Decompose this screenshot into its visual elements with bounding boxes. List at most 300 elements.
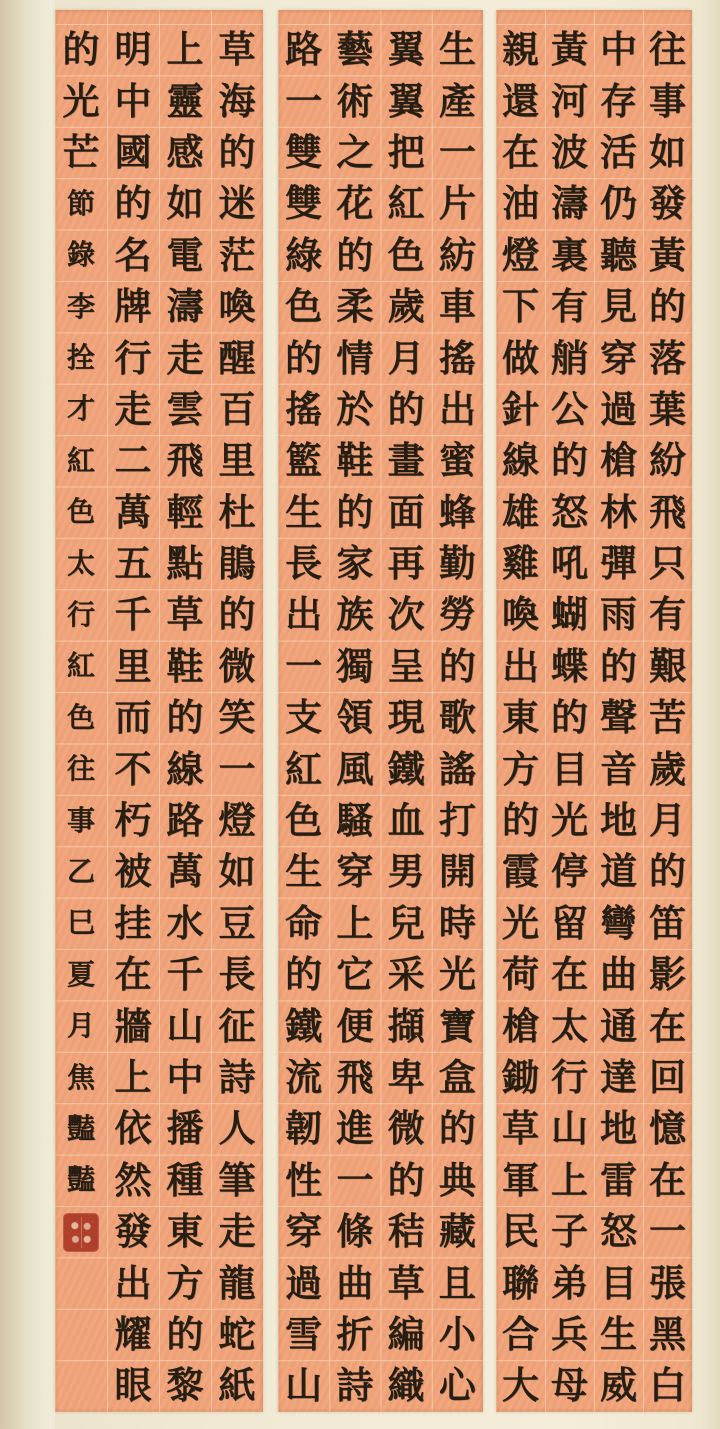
calligraphy-char-cell: 彈 [600, 542, 637, 586]
calligraphy-char-cell: 紅 [285, 747, 323, 791]
calligraphy-char-cell: 水 [166, 901, 204, 945]
calligraphy-char-cell: 籃 [285, 439, 323, 483]
calligraphy-char-cell: 影 [649, 953, 686, 997]
calligraphy-char-cell: 路 [285, 28, 323, 72]
calligraphy-char-cell: 的 [649, 285, 686, 329]
calligraphy-char-cell: 典 [438, 1158, 476, 1202]
calligraphy-char-cell: 的 [387, 1158, 425, 1202]
calligraphy-char-cell: 鐵 [285, 1004, 323, 1048]
calligraphy-char-cell: 油 [502, 182, 539, 226]
calligraphy-char-cell: 在 [649, 1158, 686, 1202]
calligraphy-char-cell: 豔 [66, 1111, 95, 1145]
calligraphy-char-cell: 生 [285, 850, 323, 894]
calligraphy-char-cell: 歌 [438, 696, 476, 740]
calligraphy-char-cell: 大 [502, 1364, 539, 1408]
calligraphy-char-cell: 在 [551, 953, 588, 997]
calligraphy-char-cell: 光 [502, 901, 539, 945]
calligraphy-char-cell: 穿 [285, 1210, 323, 1254]
calligraphy-char-cell: 鞋 [336, 439, 374, 483]
calligraphy-char-cell: 千 [114, 593, 152, 637]
calligraphy-char-cell: 采 [387, 953, 425, 997]
calligraphy-char-cell: 中 [600, 28, 637, 72]
calligraphy-char-cell: 過 [285, 1261, 323, 1305]
middle-panel-columns [278, 10, 483, 1412]
calligraphy-char-cell: 太 [66, 546, 95, 580]
calligraphy-char-cell: 國 [114, 130, 152, 174]
calligraphy-char-cell: 黑 [649, 1312, 686, 1356]
calligraphy-char-cell: 產 [438, 79, 476, 123]
calligraphy-char-cell: 飛 [336, 1056, 374, 1099]
calligraphy-char-cell: 韌 [285, 1107, 323, 1151]
calligraphy-char-cell: 色 [66, 700, 95, 734]
text-column [594, 10, 643, 1412]
calligraphy-char-cell: 苦 [649, 696, 686, 740]
calligraphy-char-cell: 電 [166, 233, 204, 277]
calligraphy-char-cell: 草 [502, 1107, 539, 1151]
calligraphy-char-cell: 打 [438, 799, 476, 843]
calligraphy-char-cell: 上 [336, 901, 374, 945]
calligraphy-char-cell: 微 [387, 1107, 425, 1151]
calligraphy-char-cell: 行 [114, 336, 152, 380]
calligraphy-char-cell: 二 [114, 439, 152, 483]
calligraphy-char-cell: 出 [438, 387, 476, 431]
calligraphy-char-cell: 如 [649, 130, 686, 174]
calligraphy-char-cell: 朽 [114, 799, 152, 843]
calligraphy-char-cell: 一 [438, 130, 476, 174]
calligraphy-char-cell: 男 [387, 850, 425, 894]
calligraphy-char-cell: 山 [285, 1364, 323, 1408]
right-panel-columns [496, 10, 692, 1412]
calligraphy-char-cell: 存 [600, 79, 637, 123]
calligraphy-char-cell: 詩 [218, 1056, 256, 1099]
calligraphy-char-cell: 生 [285, 490, 323, 534]
text-column [278, 10, 329, 1412]
calligraphy-char-cell: 威 [600, 1364, 637, 1408]
calligraphy-char-cell: 如 [166, 182, 204, 226]
calligraphy-char-cell: 通 [600, 1004, 637, 1048]
calligraphy-char-cell: 線 [502, 439, 539, 483]
calligraphy-char-cell: 的 [166, 1312, 204, 1356]
calligraphy-char-cell: 上 [551, 1158, 588, 1202]
calligraphy-char-cell: 方 [166, 1261, 204, 1305]
calligraphy-char-cell: 地 [600, 799, 637, 843]
calligraphy-char-cell: 勤 [438, 542, 476, 586]
calligraphy-char-cell: 的 [166, 696, 204, 740]
calligraphy-char-cell: 萬 [166, 850, 204, 894]
calligraphy-char-cell: 的 [551, 439, 588, 483]
calligraphy-char-cell: 條 [336, 1210, 374, 1254]
text-column [496, 10, 545, 1412]
calligraphy-char-cell: 勞 [438, 593, 476, 637]
calligraphy-char-cell: 長 [218, 953, 256, 997]
calligraphy-char-cell: 耀 [114, 1312, 152, 1356]
calligraphy-char-cell: 行 [66, 597, 95, 631]
scroll-mount-left [0, 0, 55, 1429]
calligraphy-char-cell: 彎 [600, 901, 637, 945]
calligraphy-char-cell: 盒 [438, 1056, 476, 1099]
calligraphy-char-cell: 目 [551, 747, 588, 791]
calligraphy-char-cell: 騷 [336, 799, 374, 843]
calligraphy-char-cell: 只 [649, 542, 686, 586]
calligraphy-char-cell: 筆 [218, 1158, 256, 1202]
calligraphy-char-cell: 族 [336, 593, 374, 637]
calligraphy-char-cell: 折 [336, 1312, 374, 1356]
calligraphy-char-cell: 過 [600, 387, 637, 431]
calligraphy-char-cell: 有 [551, 285, 588, 329]
calligraphy-char-cell: 搖 [438, 336, 476, 380]
calligraphy-char-cell: 搖 [285, 387, 323, 431]
calligraphy-char-cell: 黃 [551, 28, 588, 72]
right-scroll-panel [496, 10, 692, 1412]
text-column [545, 10, 594, 1412]
calligraphy-char-cell: 雷 [600, 1158, 637, 1202]
calligraphy-char-cell: 播 [166, 1107, 204, 1151]
calligraphy-char-cell: 雄 [502, 490, 539, 534]
calligraphy-char-cell: 合 [502, 1312, 539, 1356]
calligraphy-char-cell: 月 [66, 1009, 95, 1043]
calligraphy-char-cell: 喚 [218, 285, 256, 329]
calligraphy-char-cell: 呈 [387, 644, 425, 688]
calligraphy-char-cell: 的 [285, 336, 323, 380]
calligraphy-char-cell: 月 [387, 336, 425, 380]
calligraphy-char-cell: 醒 [218, 336, 256, 380]
calligraphy-char-cell: 東 [502, 696, 539, 740]
calligraphy-char-cell: 草 [218, 28, 256, 72]
calligraphy-char-cell: 燈 [502, 233, 539, 277]
calligraphy-char-cell: 獨 [336, 644, 374, 688]
text-column [643, 10, 692, 1412]
calligraphy-char-cell: 里 [218, 439, 256, 483]
calligraphy-char-cell: 編 [387, 1312, 425, 1356]
calligraphy-char-cell: 怒 [600, 1210, 637, 1254]
calligraphy-char-cell: 種 [166, 1158, 204, 1202]
calligraphy-char-cell: 笛 [649, 901, 686, 945]
calligraphy-char-cell: 道 [600, 850, 637, 894]
calligraphy-char-cell: 曲 [600, 953, 637, 997]
left-panel-columns [55, 10, 263, 1412]
calligraphy-char-cell: 拴 [66, 341, 95, 375]
calligraphy-char-cell: 李 [66, 289, 95, 323]
calligraphy-char-cell: 走 [218, 1210, 256, 1254]
calligraphy-char-cell: 雨 [600, 593, 637, 637]
calligraphy-char-cell: 槍 [502, 1004, 539, 1048]
calligraphy-char-cell: 把 [387, 130, 425, 174]
calligraphy-char-cell: 綠 [285, 233, 323, 277]
calligraphy-char-cell: 停 [551, 850, 588, 894]
calligraphy-char-cell: 龍 [218, 1261, 256, 1305]
calligraphy-char-cell: 怒 [551, 490, 588, 534]
calligraphy-char-cell: 開 [438, 850, 476, 894]
calligraphy-char-cell: 一 [649, 1210, 686, 1254]
calligraphy-char-cell: 輕 [166, 490, 204, 534]
calligraphy-char-cell: 心 [438, 1364, 476, 1408]
calligraphy-char-cell: 小 [438, 1312, 476, 1356]
calligraphy-char-cell: 一 [285, 79, 323, 123]
calligraphy-char-cell: 片 [438, 182, 476, 226]
calligraphy-char-cell: 兵 [551, 1312, 588, 1356]
calligraphy-char-cell: 張 [649, 1261, 686, 1305]
calligraphy-char-cell: 紅 [66, 443, 95, 477]
calligraphy-char-cell: 雞 [502, 542, 539, 586]
calligraphy-char-cell: 色 [66, 495, 95, 529]
calligraphy-char-cell: 子 [551, 1210, 588, 1254]
calligraphy-char-cell: 焦 [66, 1060, 95, 1094]
calligraphy-char-cell: 飛 [166, 439, 204, 483]
calligraphy-char-cell: 便 [336, 1004, 374, 1048]
calligraphy-char-cell: 蝴 [551, 593, 588, 637]
calligraphy-char-cell: 發 [114, 1210, 152, 1254]
calligraphy-char-cell: 軍 [502, 1158, 539, 1202]
middle-scroll-panel [278, 10, 483, 1412]
calligraphy-char-cell: 喚 [502, 593, 539, 637]
calligraphy-char-cell: 光 [438, 953, 476, 997]
calligraphy-char-cell: 線 [166, 747, 204, 791]
calligraphy-char-cell: 的 [114, 182, 152, 226]
calligraphy-char-cell: 豆 [218, 901, 256, 945]
calligraphy-char-cell: 不 [114, 747, 152, 791]
calligraphy-char-cell: 民 [502, 1210, 539, 1254]
calligraphy-char-cell: 燈 [218, 799, 256, 843]
calligraphy-char-cell: 海 [218, 79, 256, 123]
calligraphy-char-cell: 草 [387, 1261, 425, 1305]
calligraphy-char-cell: 蝶 [551, 644, 588, 688]
text-column [107, 10, 159, 1412]
calligraphy-char-cell: 月 [649, 799, 686, 843]
calligraphy-char-cell: 河 [551, 79, 588, 123]
calligraphy-char-cell: 情 [336, 336, 374, 380]
calligraphy-char-cell: 它 [336, 953, 374, 997]
calligraphy-char-cell: 支 [285, 696, 323, 740]
calligraphy-char-cell: 在 [502, 130, 539, 174]
calligraphy-char-cell: 濤 [166, 285, 204, 329]
calligraphy-char-cell: 中 [114, 79, 152, 123]
calligraphy-char-cell: 巳 [66, 906, 95, 940]
calligraphy-char-cell: 方 [502, 747, 539, 791]
calligraphy-char-cell: 萬 [114, 490, 152, 534]
calligraphy-char-cell: 牌 [114, 285, 152, 329]
calligraphy-char-cell: 的 [438, 644, 476, 688]
calligraphy-char-cell: 蜜 [438, 439, 476, 483]
calligraphy-char-cell: 術 [336, 79, 374, 123]
calligraphy-char-cell: 路 [166, 799, 204, 843]
calligraphy-char-cell: 走 [166, 336, 204, 380]
text-column [329, 10, 380, 1412]
calligraphy-char-cell: 裏 [551, 233, 588, 277]
calligraphy-char-cell: 現 [387, 696, 425, 740]
calligraphy-char-cell: 豔 [66, 1163, 95, 1197]
text-column [381, 10, 432, 1412]
calligraphy-char-cell: 的 [285, 953, 323, 997]
calligraphy-char-cell: 家 [336, 542, 374, 586]
calligraphy-char-cell: 如 [218, 850, 256, 894]
calligraphy-char-cell: 霞 [502, 850, 539, 894]
calligraphy-char-cell: 且 [438, 1261, 476, 1305]
calligraphy-char-cell: 茫 [218, 233, 256, 277]
calligraphy-char-cell: 的 [438, 1107, 476, 1151]
calligraphy-char-cell: 再 [387, 542, 425, 586]
calligraphy-char-cell: 時 [438, 901, 476, 945]
calligraphy-char-cell: 紡 [438, 233, 476, 277]
calligraphy-char-cell: 挂 [114, 901, 152, 945]
calligraphy-char-cell: 的 [218, 593, 256, 637]
calligraphy-char-cell: 走 [114, 387, 152, 431]
calligraphy-char-cell: 性 [285, 1158, 323, 1202]
calligraphy-char-cell: 一 [336, 1158, 374, 1202]
text-column [159, 10, 211, 1412]
calligraphy-char-cell: 在 [114, 953, 152, 997]
text-column [211, 10, 263, 1412]
calligraphy-char-cell: 山 [551, 1107, 588, 1151]
calligraphy-char-cell: 卑 [387, 1056, 425, 1099]
calligraphy-char-cell: 的 [336, 233, 374, 277]
calligraphy-char-cell: 領 [336, 696, 374, 740]
calligraphy-char-cell: 有 [649, 593, 686, 637]
calligraphy-char-cell: 草 [166, 593, 204, 637]
calligraphy-char-cell: 蛇 [218, 1312, 256, 1356]
calligraphy-char-cell: 人 [218, 1107, 256, 1151]
calligraphy-char-cell: 紛 [649, 439, 686, 483]
calligraphy-char-cell: 親 [502, 28, 539, 72]
calligraphy-char-cell: 太 [551, 1004, 588, 1048]
calligraphy-char-cell: 針 [502, 387, 539, 431]
calligraphy-char-cell: 牆 [114, 1004, 152, 1048]
calligraphy-char-cell: 百 [218, 387, 256, 431]
calligraphy-char-cell: 雙 [285, 130, 323, 174]
calligraphy-char-cell: 見 [600, 285, 637, 329]
calligraphy-char-cell: 命 [285, 901, 323, 945]
calligraphy-char-cell: 聯 [502, 1261, 539, 1305]
calligraphy-char-cell: 東 [166, 1210, 204, 1254]
calligraphy-char-cell: 山 [166, 1004, 204, 1048]
calligraphy-char-cell: 寶 [438, 1004, 476, 1048]
calligraphy-char-cell: 事 [66, 803, 95, 837]
calligraphy-char-cell: 艄 [551, 336, 588, 380]
calligraphy-char-cell: 才 [66, 392, 95, 426]
calligraphy-char-cell: 波 [551, 130, 588, 174]
calligraphy-char-cell: 之 [336, 130, 374, 174]
calligraphy-char-cell: 謠 [438, 747, 476, 791]
calligraphy-char-cell: 的 [502, 799, 539, 843]
artist-seal-stamp [64, 1214, 98, 1251]
calligraphy-char-cell: 下 [502, 285, 539, 329]
calligraphy-char-cell: 的 [387, 387, 425, 431]
calligraphy-char-cell: 依 [114, 1107, 152, 1151]
calligraphy-char-cell: 杜 [218, 490, 256, 534]
calligraphy-char-cell: 曲 [336, 1261, 374, 1305]
calligraphy-char-cell: 事 [649, 79, 686, 123]
calligraphy-char-cell: 進 [336, 1107, 374, 1151]
calligraphy-char-cell: 畫 [387, 439, 425, 483]
calligraphy-char-cell: 吼 [551, 542, 588, 586]
calligraphy-char-cell: 藏 [438, 1210, 476, 1254]
calligraphy-char-cell: 上 [114, 1056, 152, 1099]
calligraphy-char-cell: 次 [387, 593, 425, 637]
calligraphy-char-cell: 上 [166, 28, 204, 72]
calligraphy-char-cell: 五 [114, 542, 152, 586]
calligraphy-char-cell: 光 [62, 79, 100, 123]
calligraphy-char-cell: 色 [387, 233, 425, 277]
scroll-mount-right [692, 0, 720, 1429]
calligraphy-char-cell: 然 [114, 1158, 152, 1202]
calligraphy-char-cell: 行 [551, 1056, 588, 1099]
calligraphy-char-cell: 活 [600, 130, 637, 174]
calligraphy-char-cell: 回 [649, 1056, 686, 1099]
calligraphy-char-cell: 地 [600, 1107, 637, 1151]
calligraphy-char-cell: 花 [336, 182, 374, 226]
calligraphy-char-cell: 雪 [285, 1312, 323, 1356]
calligraphy-char-cell: 錄 [66, 238, 95, 272]
calligraphy-char-cell: 色 [285, 799, 323, 843]
calligraphy-char-cell: 的 [336, 490, 374, 534]
calligraphy-char-cell: 在 [649, 1004, 686, 1048]
calligraphy-char-cell: 生 [438, 28, 476, 72]
calligraphy-char-cell: 的 [218, 130, 256, 174]
calligraphy-char-cell: 的 [62, 28, 100, 72]
calligraphy-char-cell: 葉 [649, 387, 686, 431]
calligraphy-char-cell: 做 [502, 336, 539, 380]
calligraphy-char-cell: 弟 [551, 1261, 588, 1305]
calligraphy-char-cell: 流 [285, 1056, 323, 1099]
calligraphy-char-cell: 聽 [600, 233, 637, 277]
calligraphy-char-cell: 長 [285, 542, 323, 586]
calligraphy-char-cell: 雲 [166, 387, 204, 431]
calligraphy-char-cell: 母 [551, 1364, 588, 1408]
calligraphy-char-cell: 林 [600, 490, 637, 534]
calligraphy-char-cell: 歲 [649, 747, 686, 791]
calligraphy-char-cell: 蜂 [438, 490, 476, 534]
calligraphy-char-cell: 乙 [66, 854, 95, 888]
calligraphy-char-cell: 翼 [387, 28, 425, 72]
calligraphy-char-cell: 目 [600, 1261, 637, 1305]
calligraphy-char-cell: 中 [166, 1056, 204, 1099]
calligraphy-char-cell: 感 [166, 130, 204, 174]
calligraphy-char-cell: 往 [66, 752, 95, 786]
calligraphy-char-cell: 紅 [387, 182, 425, 226]
calligraphy-char-cell: 眼 [114, 1364, 152, 1408]
calligraphy-char-cell: 而 [114, 696, 152, 740]
calligraphy-char-cell: 血 [387, 799, 425, 843]
calligraphy-char-cell: 紅 [66, 649, 95, 683]
calligraphy-char-cell: 車 [438, 285, 476, 329]
calligraphy-char-cell: 生 [600, 1312, 637, 1356]
calligraphy-char-cell: 出 [285, 593, 323, 637]
calligraphy-char-cell: 達 [600, 1056, 637, 1099]
calligraphy-char-cell: 征 [218, 1004, 256, 1048]
calligraphy-char-cell: 鵑 [218, 542, 256, 586]
calligraphy-char-cell: 出 [114, 1261, 152, 1305]
calligraphy-char-cell: 穿 [600, 336, 637, 380]
calligraphy-char-cell: 雙 [285, 182, 323, 226]
calligraphy-char-cell: 歲 [387, 285, 425, 329]
calligraphy-char-cell: 的 [551, 696, 588, 740]
calligraphy-char-cell: 公 [551, 387, 588, 431]
calligraphy-char-cell: 藝 [336, 28, 374, 72]
calligraphy-char-cell: 的 [600, 644, 637, 688]
calligraphy-char-cell: 往 [649, 28, 686, 72]
calligraphy-char-cell: 白 [649, 1364, 686, 1408]
calligraphy-char-cell: 鞋 [166, 644, 204, 688]
calligraphy-char-cell: 憶 [649, 1107, 686, 1151]
calligraphy-char-cell: 發 [649, 182, 686, 226]
calligraphy-char-cell: 迷 [218, 182, 256, 226]
calligraphy-char-cell: 千 [166, 953, 204, 997]
calligraphy-char-cell: 仍 [600, 182, 637, 226]
calligraphy-char-cell: 秸 [387, 1210, 425, 1254]
calligraphy-char-cell: 色 [285, 285, 323, 329]
calligraphy-char-cell: 面 [387, 490, 425, 534]
left-scroll-panel [55, 10, 263, 1412]
calligraphy-char-cell: 微 [218, 644, 256, 688]
